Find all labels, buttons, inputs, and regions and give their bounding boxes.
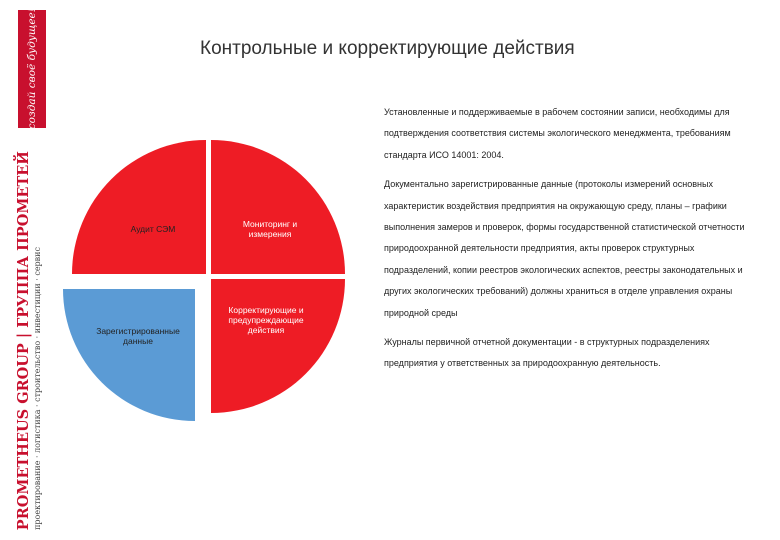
segment-label-records: Зарегистрированные данные [96, 326, 180, 346]
segment-corrective [211, 279, 345, 413]
brand-services: проектирование · логистика · строительство · инвестиции · сервис [32, 247, 42, 530]
segment-label-monitoring: Мониторинг и измерения [242, 219, 298, 239]
paragraph-documented-data: Документально зарегистрированные данные (протоколы измерений основных характеристик воздействия предприятия на окружающую среду, планы – графики выполнения замеров и проверок, формы государственной статистической отчетности природоохранной деятельности предприятия, акты проверок структурных подразделений, копии реестров экологических аспектов, реестры законодательных и других экологических требований) должны храниться в отделе управления охраны природной среды [384, 179, 745, 318]
paragraph-journals: Журналы первичной отчетной документации - в структурных подразделениях предприятия у ответственных за природоохранную деятельность. [384, 337, 710, 369]
paragraph-records: Установленные и поддерживаемые в рабочем состоянии записи, необходимы для подтверждения соответствия системы экологического менеджмента, требованиям стандарта ИСО 14001: 2004. [384, 107, 731, 160]
slide-title: Контрольные и корректирующие действия [200, 38, 575, 59]
segment-audit [72, 140, 206, 274]
brand-name: PROMETHEUS GROUP | ГРУППА ПРОМЕТЕЙ [14, 150, 32, 530]
slogan-text: создай своё будущее! [26, 8, 38, 130]
segment-label-corrective: Корректирующие и предупреждающие действия [228, 305, 304, 335]
text-content [384, 102, 754, 375]
segment-monitoring [211, 140, 345, 274]
segment-records [63, 289, 195, 421]
segment-label-audit: Аудит СЭМ [130, 224, 176, 234]
